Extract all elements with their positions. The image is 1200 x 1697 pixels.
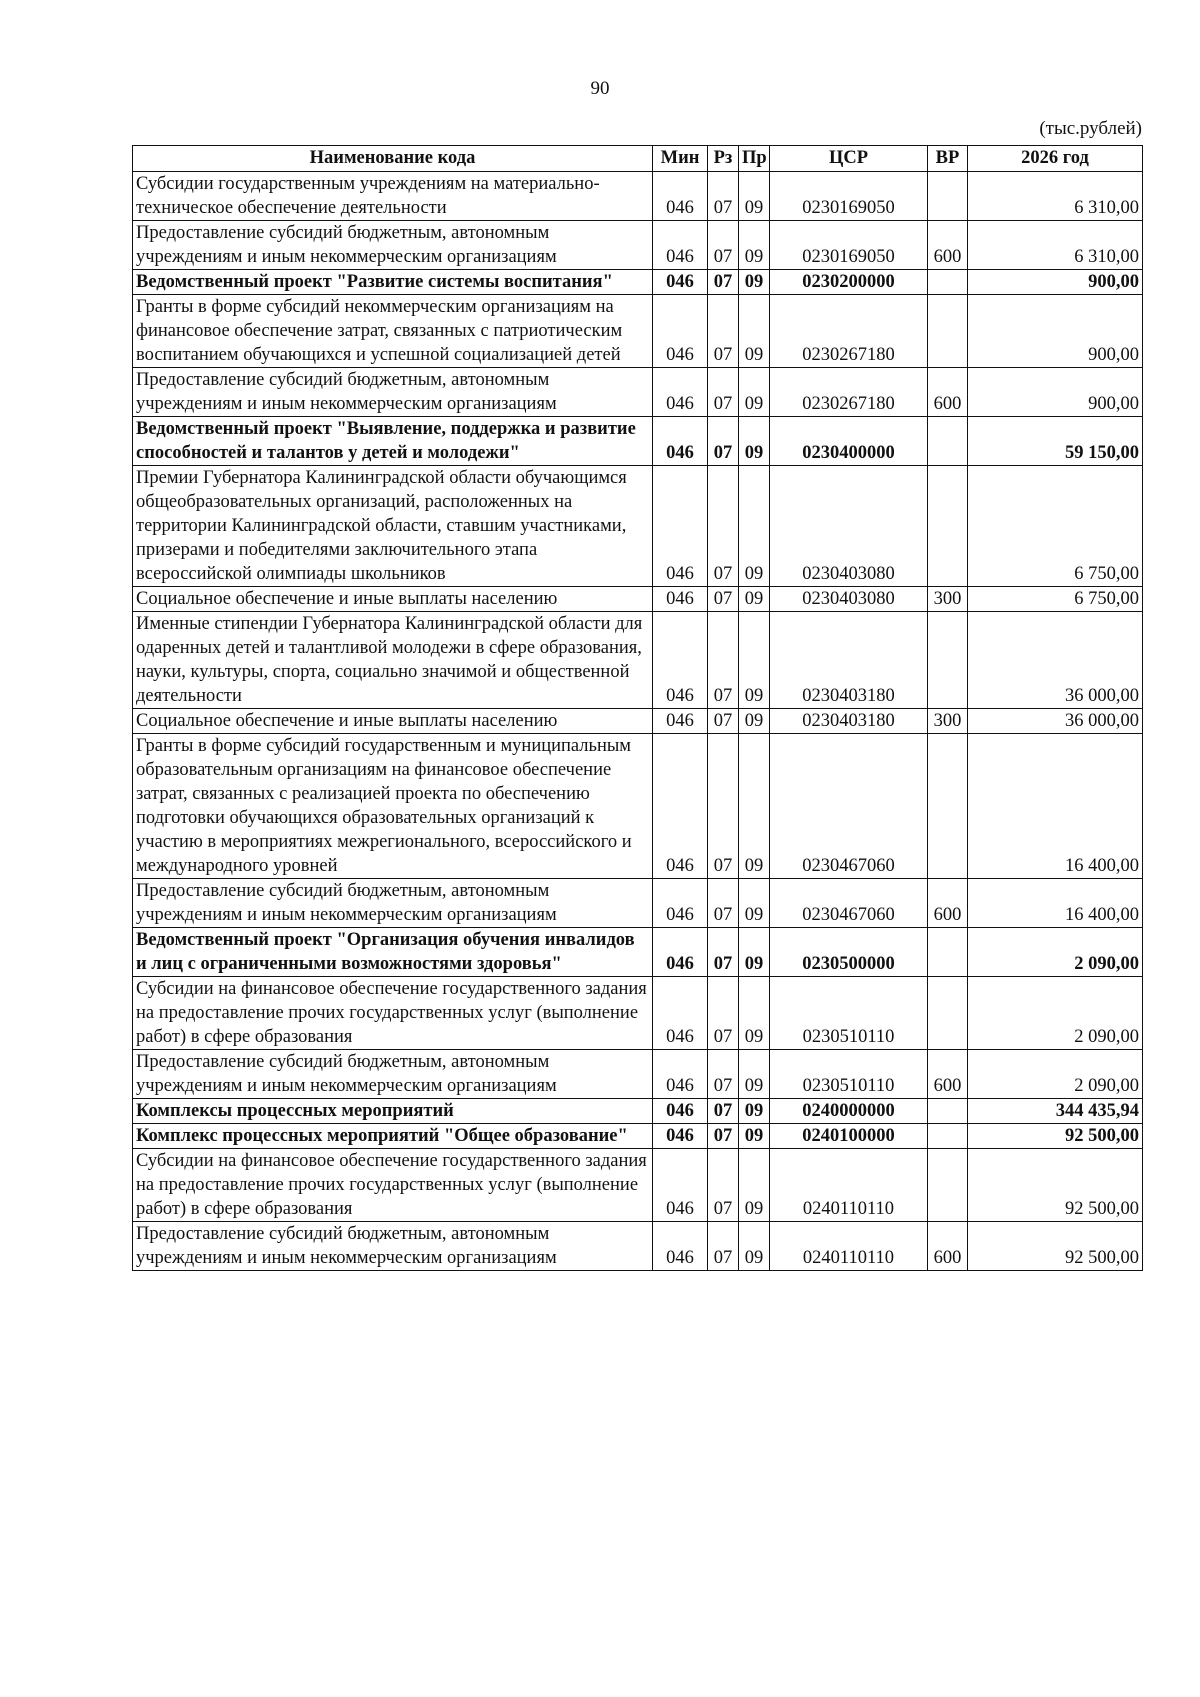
row-name: Предоставление субсидий бюджетным, автономным учреждениям и иным некоммерческим организациям: [133, 368, 653, 417]
row-pr: 09: [739, 368, 770, 417]
header-csr: ЦСР: [770, 146, 928, 172]
header-row: [133, 146, 1143, 172]
row-vr: [928, 928, 968, 977]
row-name: Субсидии на финансовое обеспечение государственного задания на предоставление прочих государственных услуг (выполнение работ) в сфере образования: [133, 1149, 653, 1222]
units-label: (тыс.рублей): [1039, 118, 1142, 139]
row-csr: 0230403080: [770, 587, 928, 612]
row-vr: [928, 977, 968, 1050]
row-pr: 09: [739, 417, 770, 466]
row-min: 046: [653, 612, 708, 709]
table-row: [133, 977, 1143, 1050]
table-body: [133, 172, 1143, 1271]
row-pr: 09: [739, 928, 770, 977]
row-rz: 07: [708, 466, 739, 587]
row-name: Ведомственный проект "Организация обучения инвалидов и лиц с ограниченными возможностями здоровья": [133, 928, 653, 977]
row-pr: 09: [739, 1099, 770, 1124]
row-pr: 09: [739, 709, 770, 734]
row-amount: 6 750,00: [968, 466, 1143, 587]
row-rz: 07: [708, 270, 739, 295]
row-min: 046: [653, 1099, 708, 1124]
row-csr: 0230267180: [770, 295, 928, 368]
row-amount: 6 310,00: [968, 221, 1143, 270]
table-header: [133, 146, 1143, 172]
row-vr: 600: [928, 879, 968, 928]
row-amount: 6 750,00: [968, 587, 1143, 612]
row-rz: 07: [708, 709, 739, 734]
row-name: Предоставление субсидий бюджетным, автономным учреждениям и иным некоммерческим организациям: [133, 879, 653, 928]
row-pr: 09: [739, 295, 770, 368]
row-pr: 09: [739, 1222, 770, 1271]
row-vr: [928, 1099, 968, 1124]
row-csr: 0230510110: [770, 977, 928, 1050]
row-pr: 09: [739, 1149, 770, 1222]
row-amount: 2 090,00: [968, 977, 1143, 1050]
row-min: 046: [653, 1050, 708, 1099]
row-vr: [928, 172, 968, 221]
row-name: Субсидии государственным учреждениям на материально-техническое обеспечение деятельности: [133, 172, 653, 221]
row-rz: 07: [708, 1099, 739, 1124]
row-amount: 92 500,00: [968, 1149, 1143, 1222]
table-row: [133, 587, 1143, 612]
row-rz: 07: [708, 928, 739, 977]
row-pr: 09: [739, 734, 770, 879]
row-name: Гранты в форме субсидий некоммерческим организациям на финансовое обеспечение затрат, связанных с патриотическим воспитанием обучающихся и успешной социализацией детей: [133, 295, 653, 368]
row-pr: 09: [739, 977, 770, 1050]
row-rz: 07: [708, 1124, 739, 1149]
row-min: 046: [653, 734, 708, 879]
table-row: [133, 1099, 1143, 1124]
row-csr: 0230467060: [770, 734, 928, 879]
row-min: 046: [653, 172, 708, 221]
row-amount: 2 090,00: [968, 928, 1143, 977]
row-csr: 0230400000: [770, 417, 928, 466]
row-amount: 900,00: [968, 368, 1143, 417]
row-vr: [928, 417, 968, 466]
row-rz: 07: [708, 295, 739, 368]
row-min: 046: [653, 295, 708, 368]
row-csr: 0240100000: [770, 1124, 928, 1149]
row-rz: 07: [708, 587, 739, 612]
row-min: 046: [653, 1149, 708, 1222]
row-amount: 36 000,00: [968, 612, 1143, 709]
row-pr: 09: [739, 1050, 770, 1099]
row-min: 046: [653, 221, 708, 270]
row-amount: 16 400,00: [968, 879, 1143, 928]
row-csr: 0230403080: [770, 466, 928, 587]
row-min: 046: [653, 587, 708, 612]
row-min: 046: [653, 368, 708, 417]
row-vr: 600: [928, 221, 968, 270]
row-vr: [928, 1149, 968, 1222]
row-amount: 2 090,00: [968, 1050, 1143, 1099]
budget-table: [132, 145, 1143, 1271]
row-rz: 07: [708, 1050, 739, 1099]
row-vr: [928, 1124, 968, 1149]
row-csr: 0230500000: [770, 928, 928, 977]
row-amount: 92 500,00: [968, 1222, 1143, 1271]
row-amount: 92 500,00: [968, 1124, 1143, 1149]
row-rz: 07: [708, 368, 739, 417]
row-min: 046: [653, 417, 708, 466]
row-vr: 600: [928, 1050, 968, 1099]
row-name: Именные стипендии Губернатора Калининградской области для одаренных детей и талантливой молодежи в сфере образования, науки, культуры, спорта, социально значимой и общественной деятельности: [133, 612, 653, 709]
table-row: [133, 368, 1143, 417]
row-pr: 09: [739, 612, 770, 709]
table-row: [133, 709, 1143, 734]
row-name: Субсидии на финансовое обеспечение государственного задания на предоставление прочих государственных услуг (выполнение работ) в сфере образования: [133, 977, 653, 1050]
row-name: Предоставление субсидий бюджетным, автономным учреждениям и иным некоммерческим организациям: [133, 221, 653, 270]
row-amount: 36 000,00: [968, 709, 1143, 734]
row-rz: 07: [708, 221, 739, 270]
row-min: 046: [653, 709, 708, 734]
row-name: Ведомственный проект "Развитие системы воспитания": [133, 270, 653, 295]
table-row: [133, 879, 1143, 928]
row-rz: 07: [708, 172, 739, 221]
row-pr: 09: [739, 1124, 770, 1149]
table-row: [133, 417, 1143, 466]
table-row: [133, 1050, 1143, 1099]
row-name: Предоставление субсидий бюджетным, автономным учреждениям и иным некоммерческим организациям: [133, 1222, 653, 1271]
header-vr: ВР: [928, 146, 968, 172]
row-min: 046: [653, 928, 708, 977]
row-amount: 6 310,00: [968, 172, 1143, 221]
row-csr: 0230510110: [770, 1050, 928, 1099]
table-row: [133, 172, 1143, 221]
row-csr: 0230169050: [770, 221, 928, 270]
row-amount: 59 150,00: [968, 417, 1143, 466]
header-rz: Рз: [708, 146, 739, 172]
row-vr: 300: [928, 709, 968, 734]
header-name: Наименование кода: [133, 146, 653, 172]
row-amount: 900,00: [968, 295, 1143, 368]
header-amount: 2026 год: [968, 146, 1143, 172]
row-vr: [928, 270, 968, 295]
row-name: Комплексы процессных мероприятий: [133, 1099, 653, 1124]
table-row: [133, 1222, 1143, 1271]
row-min: 046: [653, 879, 708, 928]
row-csr: 0230200000: [770, 270, 928, 295]
row-name: Предоставление субсидий бюджетным, автономным учреждениям и иным некоммерческим организациям: [133, 1050, 653, 1099]
row-amount: 16 400,00: [968, 734, 1143, 879]
row-csr: 0230169050: [770, 172, 928, 221]
row-name: Ведомственный проект "Выявление, поддержка и развитие способностей и талантов у детей и молодежи": [133, 417, 653, 466]
header-pr: Пр: [739, 146, 770, 172]
row-pr: 09: [739, 587, 770, 612]
row-min: 046: [653, 270, 708, 295]
table-row: [133, 612, 1143, 709]
row-vr: 600: [928, 368, 968, 417]
row-amount: 900,00: [968, 270, 1143, 295]
row-csr: 0240110110: [770, 1222, 928, 1271]
row-csr: 0240110110: [770, 1149, 928, 1222]
row-name: Гранты в форме субсидий государственным и муниципальным образовательным организациям на финансовое обеспечение затрат, связанных с реализацией проекта по обеспечению подготовки обучающихся образовательных организаций к участию в мероприятиях межрегионального, всероссийского и международного уровней: [133, 734, 653, 879]
row-vr: 300: [928, 587, 968, 612]
row-csr: 0230403180: [770, 709, 928, 734]
row-vr: [928, 466, 968, 587]
table-row: [133, 1124, 1143, 1149]
row-pr: 09: [739, 466, 770, 587]
table-row: [133, 270, 1143, 295]
row-name: Социальное обеспечение и иные выплаты населению: [133, 587, 653, 612]
header-min: Мин: [653, 146, 708, 172]
row-pr: 09: [739, 879, 770, 928]
row-rz: 07: [708, 417, 739, 466]
row-name: Социальное обеспечение и иные выплаты населению: [133, 709, 653, 734]
row-csr: 0240000000: [770, 1099, 928, 1124]
row-vr: 600: [928, 1222, 968, 1271]
page-number: 90: [590, 78, 610, 99]
row-name: Премии Губернатора Калининградской области обучающимся общеобразовательных организаций, расположенных на территории Калининградской области, ставшим участниками, призерами и победителями заключительного этапа всероссийской олимпиады школьников: [133, 466, 653, 587]
table-row: [133, 466, 1143, 587]
row-vr: [928, 734, 968, 879]
table-row: [133, 734, 1143, 879]
row-min: 046: [653, 977, 708, 1050]
table-row: [133, 221, 1143, 270]
row-pr: 09: [739, 270, 770, 295]
row-rz: 07: [708, 977, 739, 1050]
table-row: [133, 295, 1143, 368]
row-rz: 07: [708, 1149, 739, 1222]
row-rz: 07: [708, 1222, 739, 1271]
row-csr: 0230403180: [770, 612, 928, 709]
row-amount: 344 435,94: [968, 1099, 1143, 1124]
row-min: 046: [653, 466, 708, 587]
row-pr: 09: [739, 172, 770, 221]
table-row: [133, 928, 1143, 977]
row-csr: 0230267180: [770, 368, 928, 417]
row-rz: 07: [708, 734, 739, 879]
row-vr: [928, 295, 968, 368]
row-min: 046: [653, 1124, 708, 1149]
table-row: [133, 1149, 1143, 1222]
row-rz: 07: [708, 612, 739, 709]
row-rz: 07: [708, 879, 739, 928]
row-vr: [928, 612, 968, 709]
row-pr: 09: [739, 221, 770, 270]
row-min: 046: [653, 1222, 708, 1271]
row-name: Комплекс процессных мероприятий "Общее образование": [133, 1124, 653, 1149]
row-csr: 0230467060: [770, 879, 928, 928]
